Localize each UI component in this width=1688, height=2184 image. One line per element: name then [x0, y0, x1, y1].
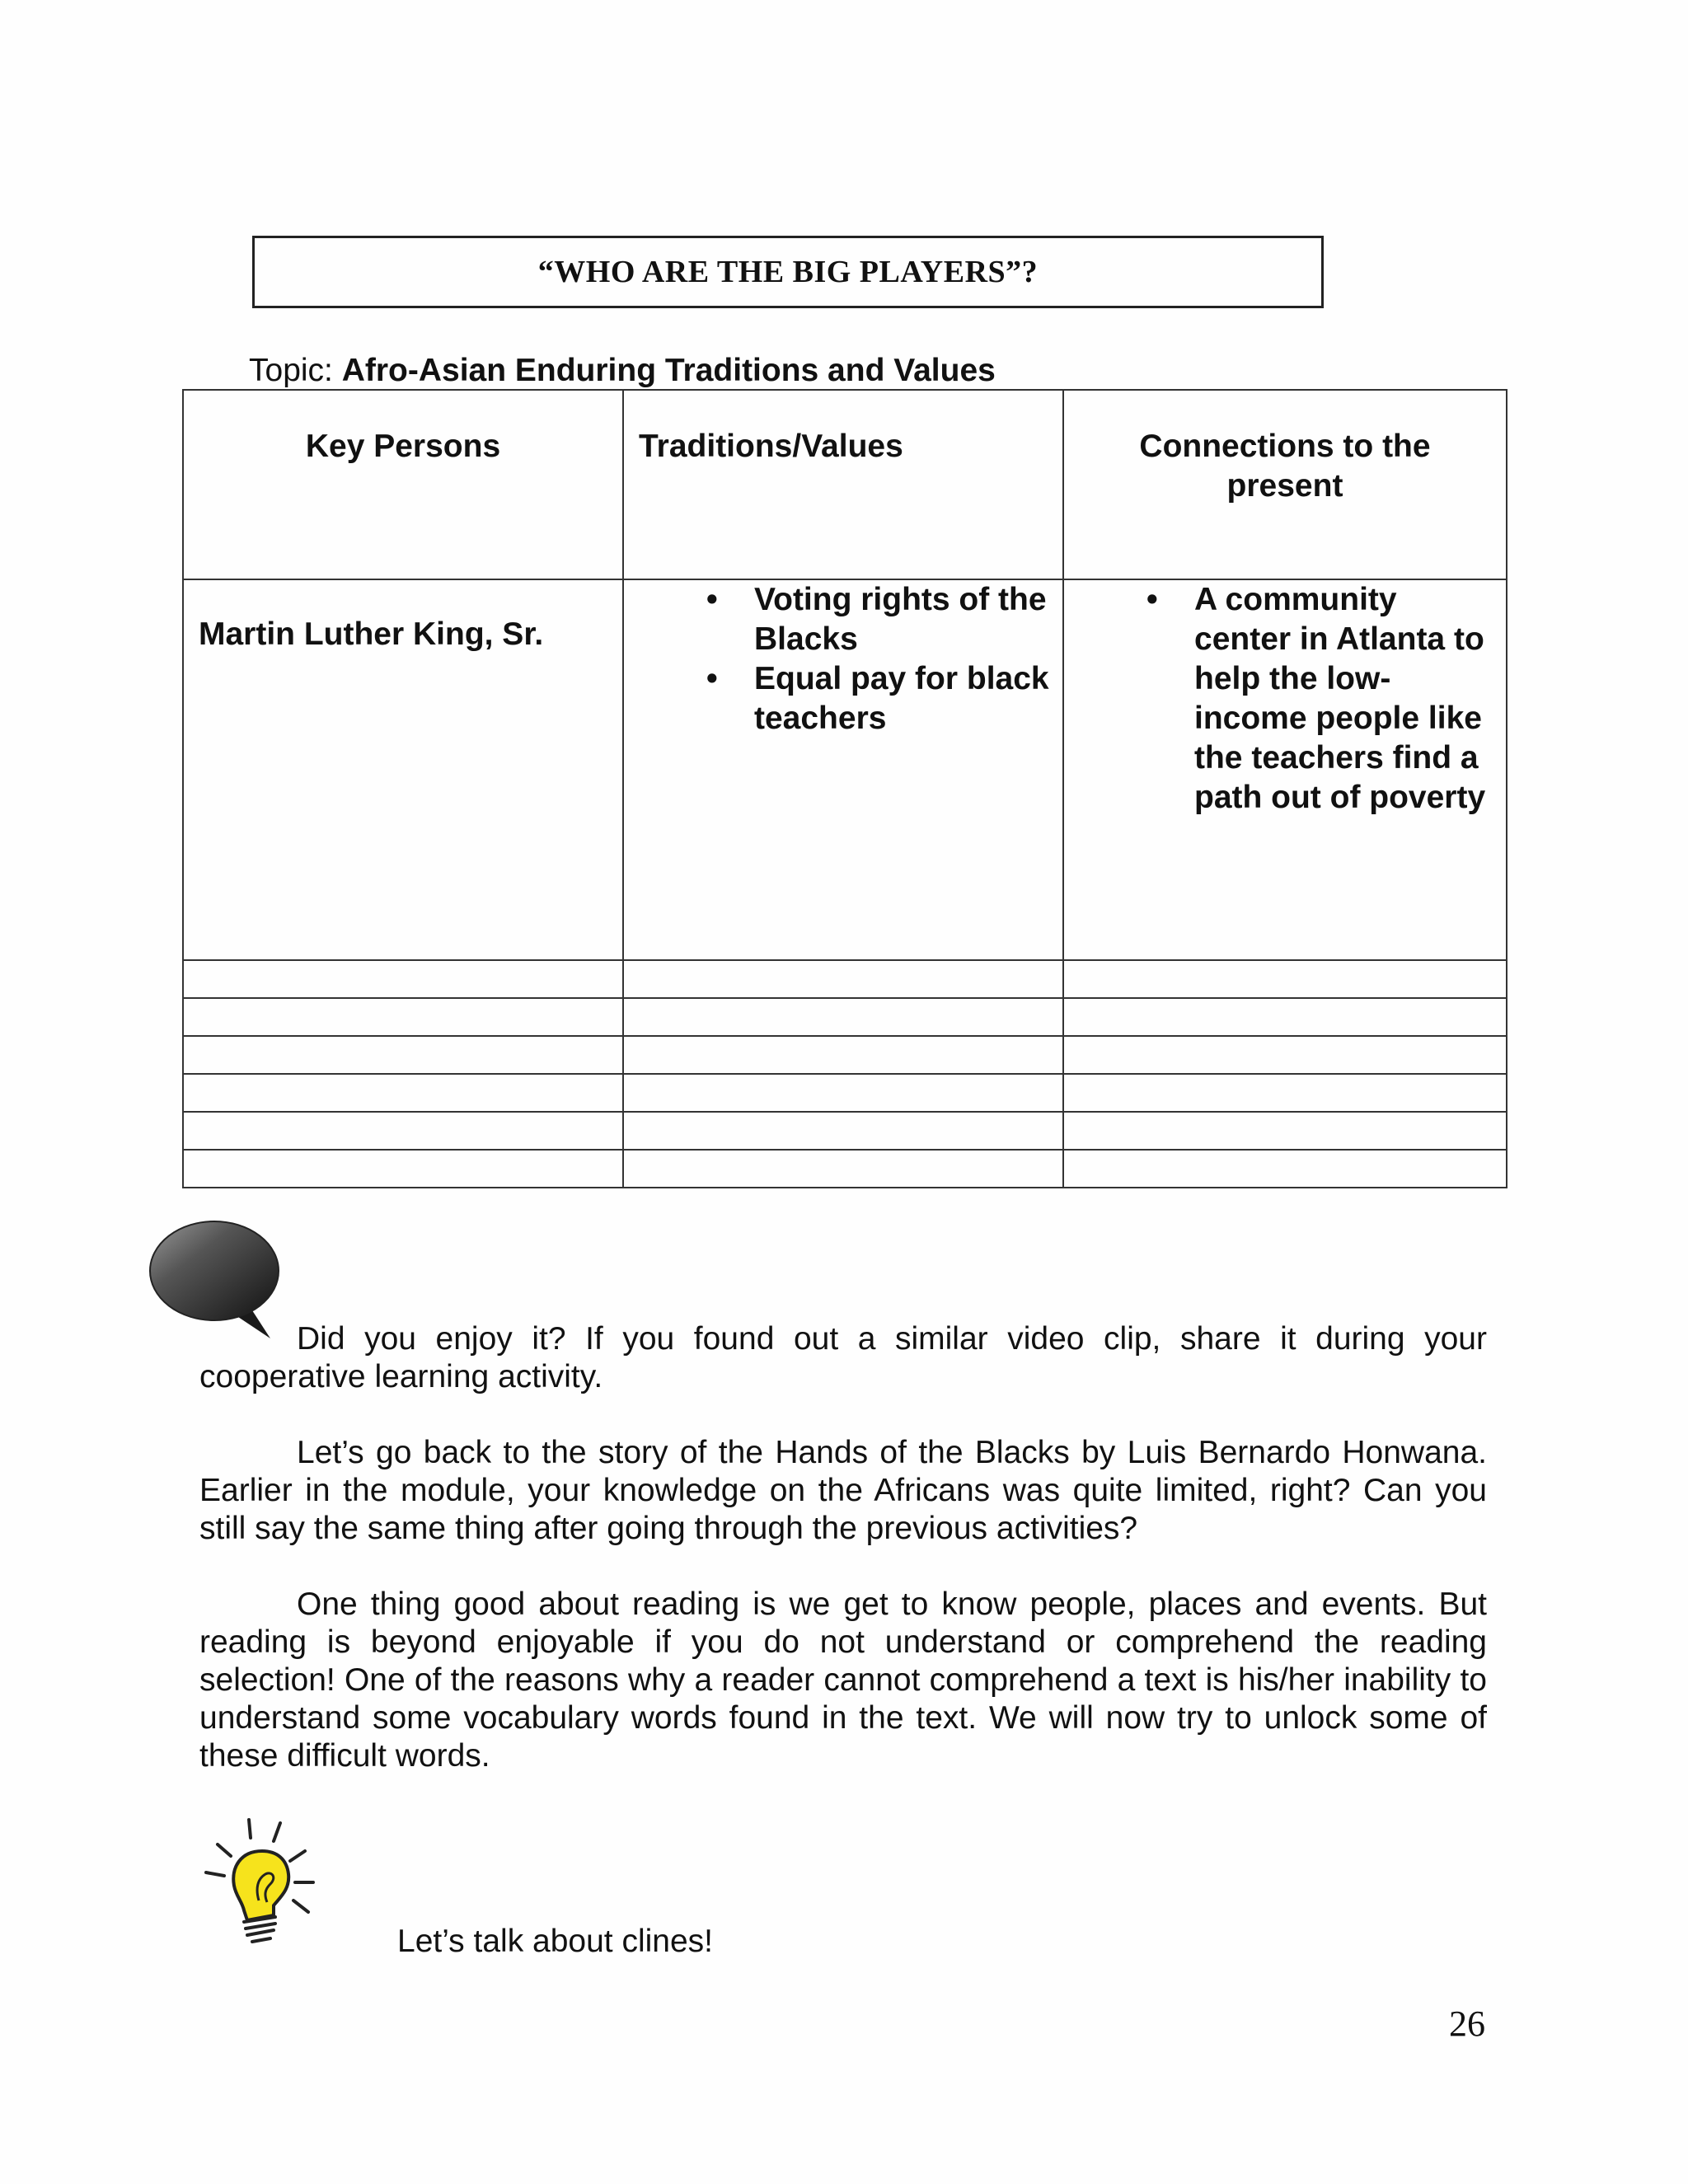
empty-cell [1063, 998, 1507, 1036]
empty-cell [623, 1074, 1063, 1112]
empty-cell [183, 1036, 623, 1074]
topic-label: Topic: [249, 353, 342, 388]
empty-table-row [183, 1074, 1507, 1112]
paragraph-reading [199, 1586, 1487, 1775]
connections-cell [1063, 579, 1507, 960]
topic-value: Afro-Asian Enduring Traditions and Values [341, 353, 996, 388]
empty-cell [1063, 1150, 1507, 1188]
empty-cell [183, 1112, 623, 1150]
empty-table-row [183, 998, 1507, 1036]
page-number: 26 [1449, 2004, 1485, 2044]
empty-cell [623, 1036, 1063, 1074]
list-item: • A community center in Atlanta to help the low-income people like the teachers find a path out of poverty [1064, 580, 1506, 818]
empty-cell [1063, 1036, 1507, 1074]
big-players-table [182, 389, 1507, 1188]
activity-title-text: “WHO ARE THE BIG PLAYERS”? [537, 255, 1039, 289]
empty-cell [623, 998, 1063, 1036]
key-person-cell: Martin Luther King, Sr. [183, 579, 623, 960]
connections-list [1064, 580, 1506, 818]
empty-table-row [183, 1036, 1507, 1074]
table-row [183, 579, 1507, 960]
paragraph-enjoy-text: Did you enjoy it? If you found out a similar video clip, share it during your cooperative learning activity. [199, 1321, 1487, 1394]
empty-cell [623, 960, 1063, 998]
activity-title [252, 236, 1324, 308]
empty-table-row [183, 960, 1507, 998]
empty-table-row [183, 1150, 1507, 1188]
empty-table-row [183, 1112, 1507, 1150]
empty-cell [183, 1150, 623, 1188]
empty-cell [183, 1074, 623, 1112]
list-item: • Voting rights of the Blacks [624, 580, 1062, 659]
header-traditions-values: Traditions/Values [623, 390, 1063, 579]
empty-cell [1063, 960, 1507, 998]
paragraph-reading-text: One thing good about reading is we get to know people, places and events. But reading is beyond enjoyable if you do not understand or comprehend the reading selection! One of the reasons why a reader cannot comprehend a text is his/her inability to understand some vocabulary words found in the text. We will now try to unlock some of these difficult words. [199, 1586, 1487, 1774]
empty-cell [623, 1112, 1063, 1150]
header-key-persons: Key Persons [183, 390, 623, 579]
paragraph-story-text: Let’s go back to the story of the Hands of the Blacks by Luis Bernardo Honwana. Earlier in the module, your knowledge on the Africans was quite limited, right? Can you still say the same thing after going through the previous activities? [199, 1435, 1487, 1546]
empty-cell [183, 998, 623, 1036]
table-header-row [183, 390, 1507, 579]
paragraph-story [199, 1434, 1487, 1548]
light-bulb-icon [198, 1813, 330, 1953]
header-connections: Connections to the present [1063, 390, 1507, 579]
clines-heading: Let’s talk about clines! [397, 1924, 714, 1959]
paragraph-enjoy [199, 1320, 1487, 1396]
list-item: • Equal pay for black teachers [624, 659, 1062, 738]
traditions-list [624, 580, 1062, 738]
empty-cell [623, 1150, 1063, 1188]
topic-line [249, 349, 996, 392]
traditions-cell [623, 579, 1063, 960]
empty-cell [1063, 1112, 1507, 1150]
empty-cell [183, 960, 623, 998]
empty-cell [1063, 1074, 1507, 1112]
